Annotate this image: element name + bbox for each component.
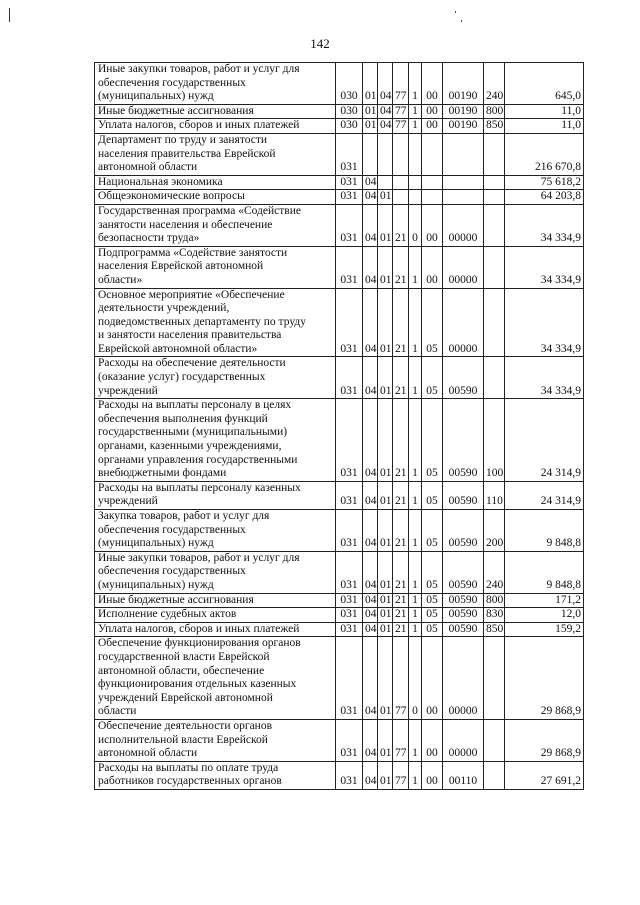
- row-name-line: области»: [98, 273, 143, 286]
- event-code: 00: [422, 104, 443, 119]
- row-amount: 11,0: [505, 104, 584, 119]
- table-row: [95, 719, 584, 761]
- table-row: [95, 357, 584, 399]
- section-code: 04: [363, 481, 378, 509]
- subsection-code: 01: [378, 637, 393, 720]
- program-code: 21: [393, 288, 409, 357]
- admin-code: 031: [336, 288, 363, 357]
- admin-code: 031: [336, 608, 363, 623]
- table-row: [95, 133, 584, 175]
- event-code: 00: [422, 719, 443, 761]
- expense-type-code: 110: [484, 481, 505, 509]
- subsection-code: 01: [378, 622, 393, 637]
- section-code: 04: [363, 399, 378, 482]
- row-amount: 34 334,9: [505, 204, 584, 246]
- direction-code: [443, 190, 484, 205]
- row-name: [95, 175, 336, 190]
- direction-code: 00590: [443, 551, 484, 593]
- row-name-line: Иные закупки товаров, работ и услуг для: [98, 63, 300, 75]
- expense-type-code: [484, 175, 505, 190]
- program-code: 77: [393, 63, 409, 105]
- table-row: [95, 481, 584, 509]
- direction-code: 00110: [443, 761, 484, 789]
- row-name: [95, 104, 336, 119]
- table-row: [95, 637, 584, 720]
- program-code: 77: [393, 719, 409, 761]
- direction-code: [443, 133, 484, 175]
- admin-code: 031: [336, 622, 363, 637]
- section-code: 04: [363, 190, 378, 205]
- event-code: 05: [422, 510, 443, 552]
- subsection-code: 04: [378, 63, 393, 105]
- row-name-line: автономной области: [98, 161, 198, 174]
- event-code: [422, 175, 443, 190]
- subprogram-code: [409, 190, 422, 205]
- direction-code: 00590: [443, 399, 484, 482]
- row-name-line: автономной области, обеспечение: [98, 664, 265, 677]
- direction-code: 00190: [443, 104, 484, 119]
- event-code: 05: [422, 551, 443, 593]
- row-name: [95, 63, 336, 105]
- subprogram-code: 1: [409, 622, 422, 637]
- row-amount: 29 868,9: [505, 637, 584, 720]
- program-code: 77: [393, 637, 409, 720]
- row-name-line: (муниципальных) нужд: [98, 537, 214, 550]
- expense-type-code: 240: [484, 551, 505, 593]
- section-code: 04: [363, 608, 378, 623]
- subprogram-code: 0: [409, 637, 422, 720]
- subprogram-code: [409, 133, 422, 175]
- admin-code: 031: [336, 204, 363, 246]
- row-name: [95, 761, 336, 789]
- row-name-line: и занятости населения правительства: [98, 329, 282, 342]
- row-name-line: Исполнение судебных актов: [98, 608, 237, 621]
- section-code: 04: [363, 719, 378, 761]
- event-code: 00: [422, 63, 443, 105]
- expense-type-code: 850: [484, 622, 505, 637]
- section-code: 04: [363, 637, 378, 720]
- row-name-line: Уплата налогов, сборов и иных платежей: [98, 622, 300, 635]
- subsection-code: 01: [378, 593, 393, 608]
- expense-type-code: 800: [484, 104, 505, 119]
- section-code: 04: [363, 593, 378, 608]
- section-code: 01: [363, 104, 378, 119]
- section-code: [363, 133, 378, 175]
- row-amount: 34 334,9: [505, 288, 584, 357]
- row-name-line: государственной власти Еврейской: [98, 650, 270, 663]
- row-name-line: Обеспечение функционирования органов: [98, 637, 301, 650]
- row-name: [95, 204, 336, 246]
- section-code: 01: [363, 119, 378, 134]
- row-name-line: Расходы на выплаты по оплате труда: [98, 761, 279, 774]
- section-code: 04: [363, 510, 378, 552]
- row-name-line: населения Еврейской автономной: [98, 260, 264, 273]
- row-name-line: Обеспечение деятельности органов: [98, 719, 273, 732]
- direction-code: 00000: [443, 637, 484, 720]
- row-name-line: автономной области: [98, 747, 198, 760]
- table-row: [95, 204, 584, 246]
- expense-type-code: [484, 719, 505, 761]
- program-code: [393, 133, 409, 175]
- expense-type-code: [484, 133, 505, 175]
- scan-dust-mark: [455, 11, 456, 13]
- direction-code: 00590: [443, 510, 484, 552]
- row-name-line: Расходы на выплаты персоналу казенных: [98, 481, 301, 494]
- row-amount: 9 848,8: [505, 551, 584, 593]
- table-row: [95, 399, 584, 482]
- row-name-line: Закупка товаров, работ и услуг для: [98, 510, 270, 522]
- row-name: [95, 481, 336, 509]
- direction-code: 00590: [443, 608, 484, 623]
- row-amount: 24 314,9: [505, 399, 584, 482]
- subsection-code: 01: [378, 551, 393, 593]
- subprogram-code: 1: [409, 719, 422, 761]
- section-code: 01: [363, 63, 378, 105]
- row-amount: 24 314,9: [505, 481, 584, 509]
- expense-type-code: 100: [484, 399, 505, 482]
- subsection-code: 01: [378, 510, 393, 552]
- row-name-line: Уплата налогов, сборов и иных платежей: [98, 119, 300, 132]
- row-name-line: Расходы на выплаты персоналу в целях: [98, 399, 292, 412]
- row-name-line: Подпрограмма «Содействие занятости: [98, 246, 288, 259]
- row-name: [95, 246, 336, 288]
- row-amount: 645,0: [505, 63, 584, 105]
- direction-code: 00590: [443, 622, 484, 637]
- event-code: 00: [422, 761, 443, 789]
- row-name: [95, 190, 336, 205]
- table-row: [95, 608, 584, 623]
- admin-code: 031: [336, 357, 363, 399]
- admin-code: 030: [336, 119, 363, 134]
- row-name-line: Национальная экономика: [98, 175, 223, 188]
- direction-code: 00000: [443, 246, 484, 288]
- table-row: [95, 288, 584, 357]
- row-amount: 75 618,2: [505, 175, 584, 190]
- row-name: [95, 399, 336, 482]
- expense-type-code: 240: [484, 63, 505, 105]
- program-code: 21: [393, 357, 409, 399]
- row-name-line: Еврейской автономной области»: [98, 342, 258, 355]
- expense-type-code: [484, 288, 505, 357]
- table-row: [95, 119, 584, 134]
- program-code: [393, 190, 409, 205]
- expense-type-code: 200: [484, 510, 505, 552]
- row-name-line: (оказание услуг) государственных: [98, 371, 266, 384]
- admin-code: 031: [336, 761, 363, 789]
- direction-code: 00000: [443, 719, 484, 761]
- row-amount: 34 334,9: [505, 246, 584, 288]
- section-code: 04: [363, 622, 378, 637]
- expense-type-code: 830: [484, 608, 505, 623]
- subprogram-code: 1: [409, 761, 422, 789]
- row-name-line: функционирования отдельных казенных: [98, 678, 297, 691]
- row-name-line: Государственная программа «Содействие: [98, 204, 301, 217]
- subprogram-code: 1: [409, 119, 422, 134]
- budget-table-body: [95, 63, 584, 790]
- subsection-code: 04: [378, 119, 393, 134]
- subprogram-code: 0: [409, 204, 422, 246]
- row-name-line: исполнительной власти Еврейской: [98, 733, 268, 746]
- row-name-line: органами, казенными учреждениями,: [98, 440, 282, 453]
- row-name-line: Иные бюджетные ассигнования: [98, 104, 254, 117]
- row-name-line: (муниципальных) нужд: [98, 578, 214, 591]
- row-name-line: Расходы на обеспечение деятельности: [98, 357, 286, 370]
- admin-code: 031: [336, 133, 363, 175]
- subsection-code: [378, 175, 393, 190]
- admin-code: 031: [336, 481, 363, 509]
- event-code: 05: [422, 357, 443, 399]
- expense-type-code: [484, 357, 505, 399]
- subprogram-code: 1: [409, 551, 422, 593]
- section-code: 04: [363, 761, 378, 789]
- row-name-line: работников государственных органов: [98, 775, 282, 788]
- row-name-line: учреждений: [98, 384, 158, 397]
- admin-code: 031: [336, 551, 363, 593]
- subsection-code: 01: [378, 399, 393, 482]
- program-code: 21: [393, 510, 409, 552]
- row-name: [95, 593, 336, 608]
- admin-code: 030: [336, 104, 363, 119]
- row-name-line: Департамент по труду и занятости: [98, 133, 268, 146]
- section-code: 04: [363, 357, 378, 399]
- table-row: [95, 104, 584, 119]
- section-code: 04: [363, 288, 378, 357]
- row-name-line: обеспечения государственных: [98, 523, 246, 536]
- row-name-line: Основное мероприятие «Обеспечение: [98, 288, 285, 301]
- subsection-code: 01: [378, 481, 393, 509]
- row-name-line: безопасности труда»: [98, 232, 200, 245]
- direction-code: 00590: [443, 593, 484, 608]
- program-code: 77: [393, 119, 409, 134]
- admin-code: 031: [336, 175, 363, 190]
- expense-type-code: [484, 761, 505, 789]
- subsection-code: 01: [378, 761, 393, 789]
- table-row: [95, 761, 584, 789]
- program-code: 21: [393, 204, 409, 246]
- table-row: [95, 63, 584, 105]
- program-code: 21: [393, 622, 409, 637]
- row-amount: 9 848,8: [505, 510, 584, 552]
- row-name: [95, 608, 336, 623]
- event-code: 05: [422, 622, 443, 637]
- admin-code: 031: [336, 399, 363, 482]
- page-number: 142: [310, 36, 330, 51]
- row-name-line: Общеэкономические вопросы: [98, 190, 245, 203]
- row-name-line: (муниципальных) нужд: [98, 90, 214, 103]
- row-name-line: занятости населения и обеспечение: [98, 218, 273, 231]
- program-code: [393, 175, 409, 190]
- program-code: 21: [393, 608, 409, 623]
- admin-code: 031: [336, 593, 363, 608]
- subprogram-code: 1: [409, 481, 422, 509]
- row-name-line: деятельности учреждений,: [98, 302, 230, 315]
- budget-table: [94, 62, 584, 790]
- program-code: 77: [393, 761, 409, 789]
- scan-dust-mark: [461, 20, 462, 22]
- admin-code: 031: [336, 510, 363, 552]
- event-code: 05: [422, 481, 443, 509]
- row-name-line: государственными (муниципальными): [98, 426, 288, 439]
- row-amount: 12,0: [505, 608, 584, 623]
- direction-code: 00190: [443, 63, 484, 105]
- row-amount: 29 868,9: [505, 719, 584, 761]
- row-name-line: органами управления государственными: [98, 453, 298, 466]
- expense-type-code: 850: [484, 119, 505, 134]
- row-amount: 159,2: [505, 622, 584, 637]
- row-name-line: обеспечения государственных: [98, 76, 246, 89]
- subsection-code: 01: [378, 288, 393, 357]
- table-row: [95, 190, 584, 205]
- section-code: 04: [363, 175, 378, 190]
- row-amount: 11,0: [505, 119, 584, 134]
- subsection-code: 01: [378, 719, 393, 761]
- subprogram-code: 1: [409, 510, 422, 552]
- row-amount: 64 203,8: [505, 190, 584, 205]
- expense-type-code: 800: [484, 593, 505, 608]
- row-name: [95, 288, 336, 357]
- row-name-line: обеспечения выполнения функций: [98, 412, 268, 425]
- program-code: 21: [393, 481, 409, 509]
- program-code: 21: [393, 246, 409, 288]
- direction-code: 00590: [443, 481, 484, 509]
- subsection-code: 01: [378, 357, 393, 399]
- row-amount: 171,2: [505, 593, 584, 608]
- admin-code: 031: [336, 246, 363, 288]
- expense-type-code: [484, 637, 505, 720]
- event-code: 05: [422, 593, 443, 608]
- subsection-code: 01: [378, 190, 393, 205]
- event-code: [422, 133, 443, 175]
- section-code: 04: [363, 551, 378, 593]
- subprogram-code: 1: [409, 104, 422, 119]
- admin-code: 031: [336, 719, 363, 761]
- direction-code: 00000: [443, 204, 484, 246]
- row-name: [95, 719, 336, 761]
- subsection-code: 04: [378, 104, 393, 119]
- table-row: [95, 246, 584, 288]
- expense-type-code: [484, 204, 505, 246]
- row-name-line: учреждений: [98, 495, 158, 508]
- event-code: 05: [422, 288, 443, 357]
- row-amount: 216 670,8: [505, 133, 584, 175]
- row-name: [95, 510, 336, 552]
- event-code: 05: [422, 608, 443, 623]
- event-code: [422, 190, 443, 205]
- subprogram-code: [409, 175, 422, 190]
- scan-margin-mark: [9, 8, 10, 22]
- expense-type-code: [484, 190, 505, 205]
- row-name-line: учреждений Еврейской автономной: [98, 691, 273, 704]
- subsection-code: 01: [378, 246, 393, 288]
- program-code: 21: [393, 593, 409, 608]
- table-row: [95, 622, 584, 637]
- admin-code: 030: [336, 63, 363, 105]
- table-row: [95, 551, 584, 593]
- subprogram-code: 1: [409, 608, 422, 623]
- row-name-line: обеспечения государственных: [98, 565, 246, 578]
- subprogram-code: 1: [409, 246, 422, 288]
- subprogram-code: 1: [409, 63, 422, 105]
- subprogram-code: 1: [409, 288, 422, 357]
- row-name-line: внебюджетными фондами: [98, 467, 227, 480]
- subprogram-code: 1: [409, 357, 422, 399]
- table-row: [95, 175, 584, 190]
- row-name: [95, 133, 336, 175]
- row-amount: 27 691,2: [505, 761, 584, 789]
- program-code: 21: [393, 399, 409, 482]
- row-name-line: Иные закупки товаров, работ и услуг для: [98, 551, 300, 564]
- section-code: 04: [363, 204, 378, 246]
- row-name: [95, 622, 336, 637]
- subsection-code: 01: [378, 608, 393, 623]
- event-code: 00: [422, 119, 443, 134]
- table-row: [95, 593, 584, 608]
- row-name-line: населения правительства Еврейской: [98, 147, 276, 160]
- row-name: [95, 637, 336, 720]
- expense-type-code: [484, 246, 505, 288]
- admin-code: 031: [336, 190, 363, 205]
- row-name: [95, 119, 336, 134]
- subsection-code: 01: [378, 204, 393, 246]
- row-name-line: подведомственных департаменту по труду: [98, 315, 306, 328]
- program-code: 21: [393, 551, 409, 593]
- direction-code: 00000: [443, 288, 484, 357]
- event-code: 05: [422, 399, 443, 482]
- event-code: 00: [422, 204, 443, 246]
- direction-code: 00190: [443, 119, 484, 134]
- row-name-line: Иные бюджетные ассигнования: [98, 593, 254, 606]
- event-code: 00: [422, 246, 443, 288]
- row-name: [95, 551, 336, 593]
- row-name: [95, 357, 336, 399]
- direction-code: 00590: [443, 357, 484, 399]
- direction-code: [443, 175, 484, 190]
- admin-code: 031: [336, 637, 363, 720]
- table-row: [95, 510, 584, 552]
- subprogram-code: 1: [409, 399, 422, 482]
- subprogram-code: 1: [409, 593, 422, 608]
- row-name-line: области: [98, 705, 137, 718]
- section-code: 04: [363, 246, 378, 288]
- subsection-code: [378, 133, 393, 175]
- event-code: 00: [422, 637, 443, 720]
- program-code: 77: [393, 104, 409, 119]
- row-amount: 34 334,9: [505, 357, 584, 399]
